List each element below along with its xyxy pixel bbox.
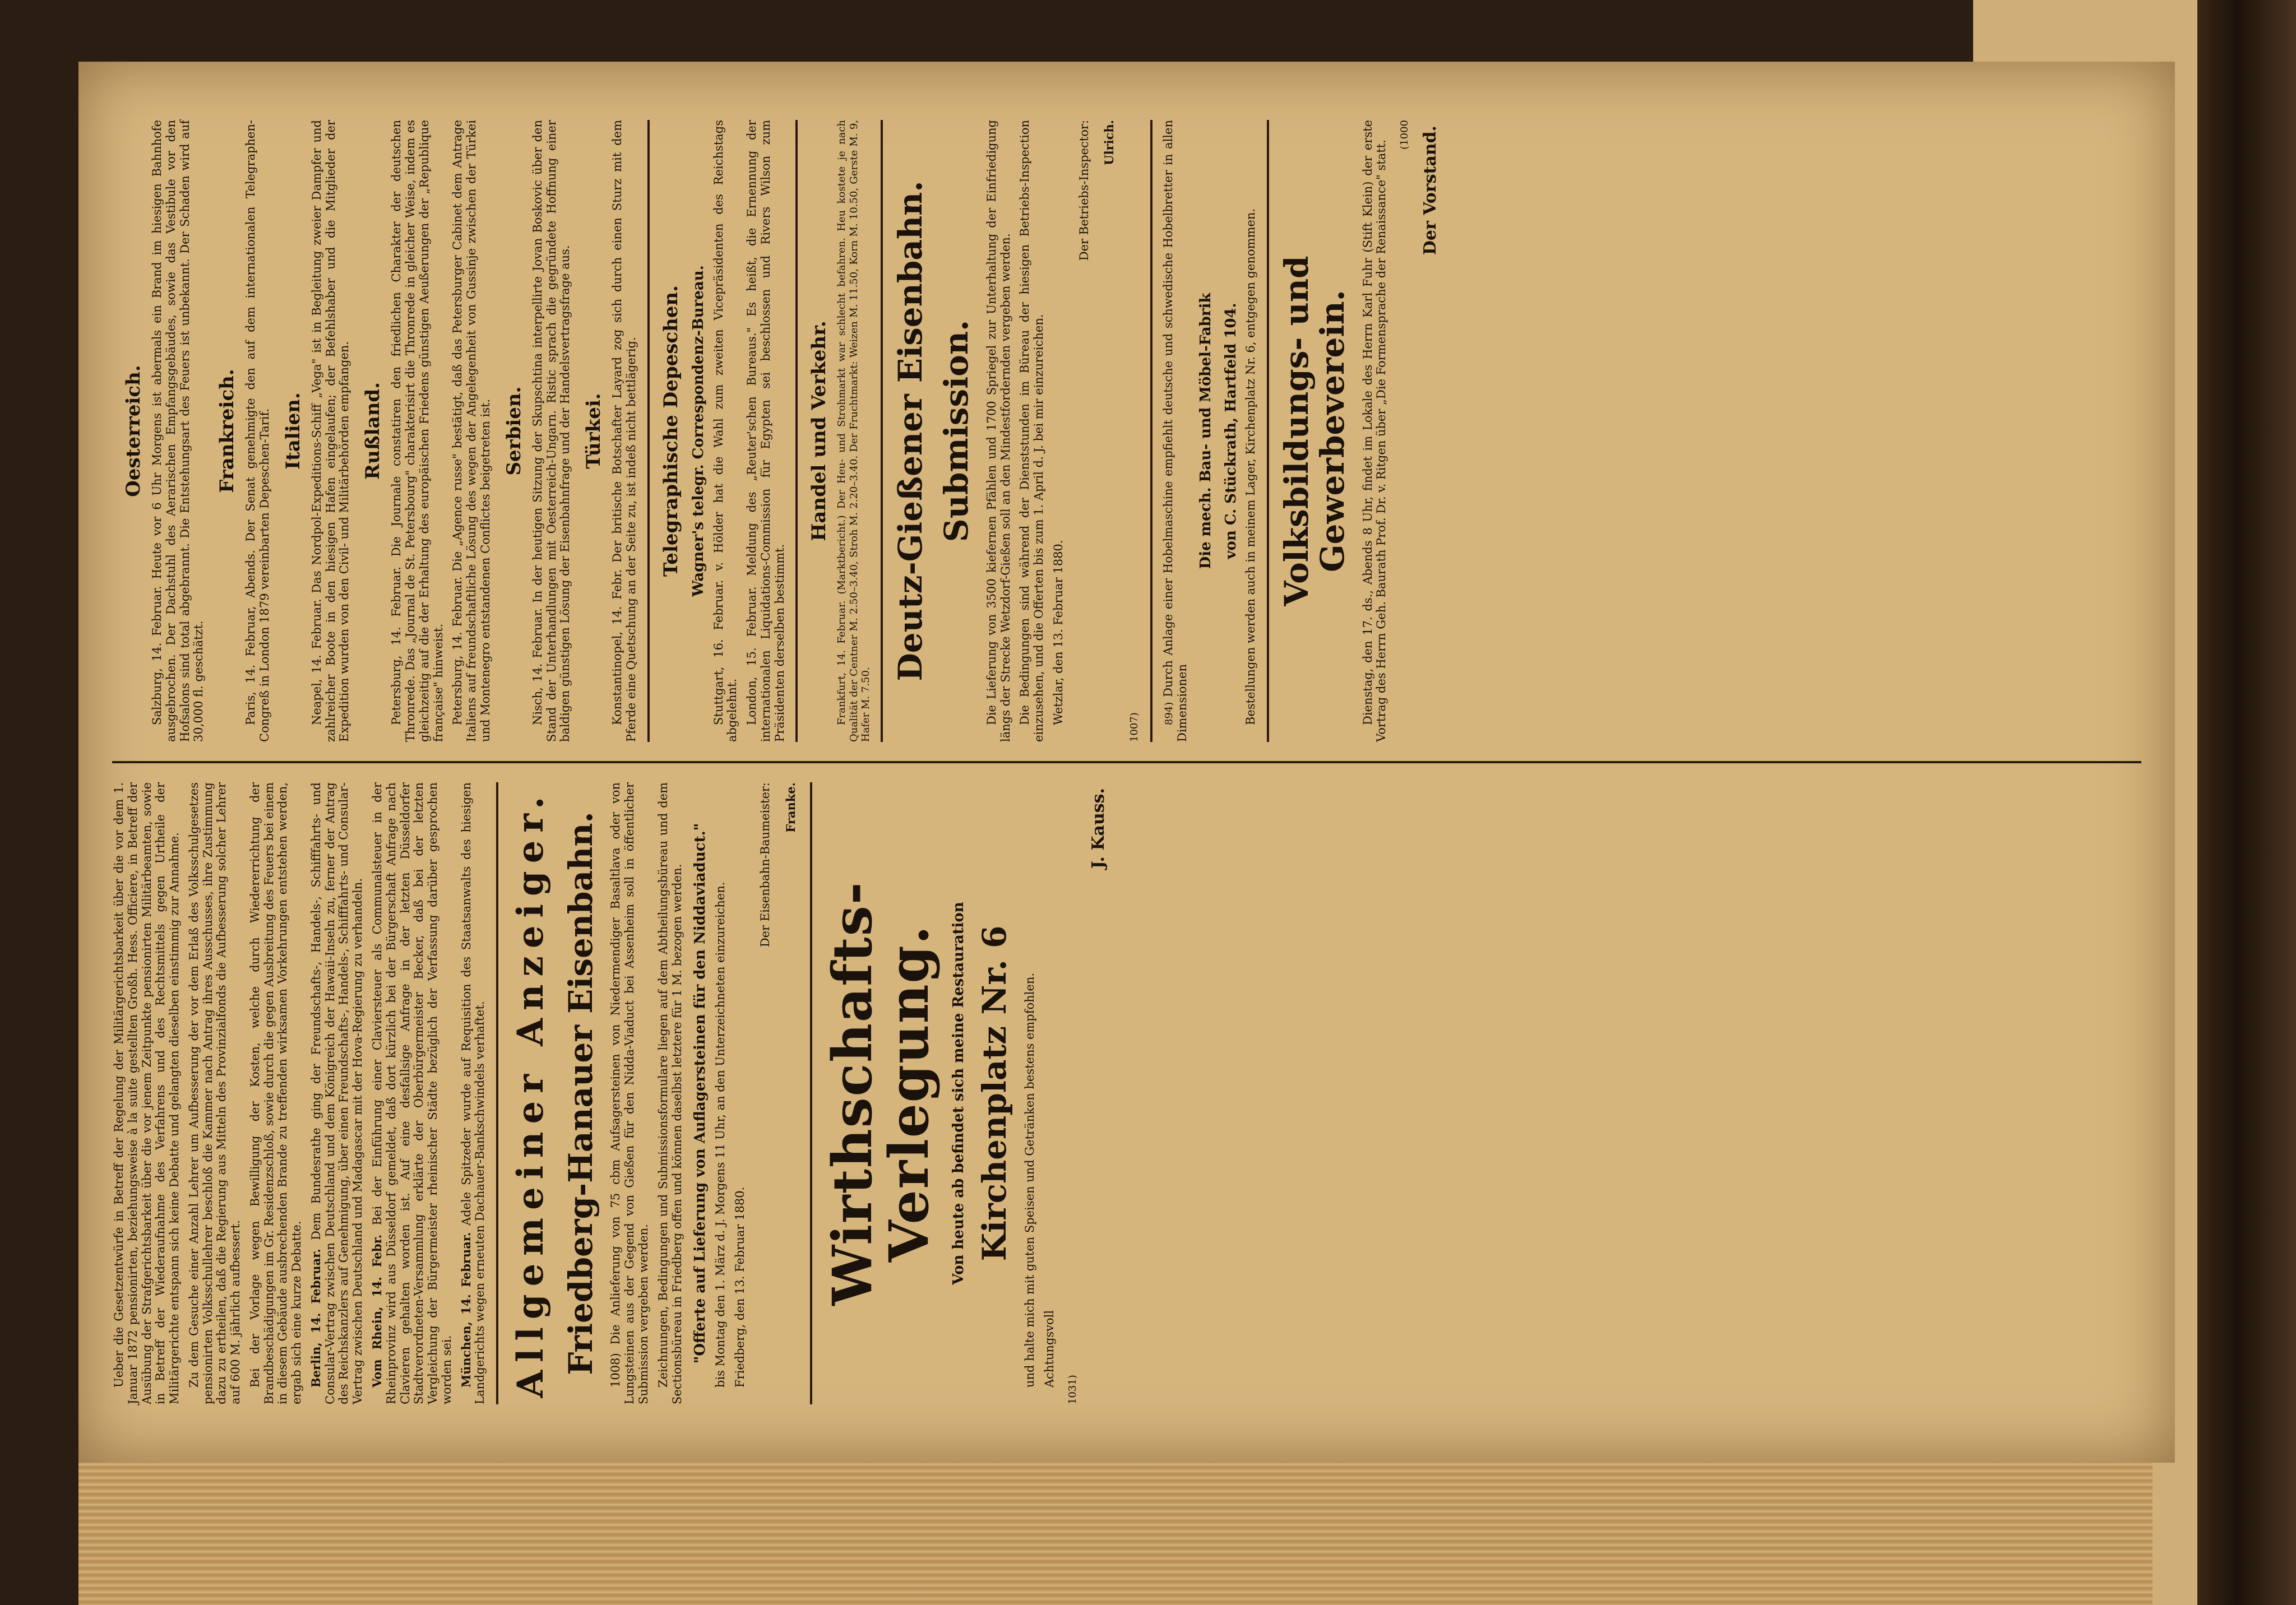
tel-subheading: Wagner's telegr. Correspondenz-Bureau. [689,265,707,597]
turk-text: Konstantinopel, 14. Febr. Der britische Botschafter Layard zog sich durch einen Sturz mit dem Pferde eine Quetschung an der Seite zu, ist indeß nicht bettlägerig. [610,120,638,742]
handel-text: Frankfurt, 14. Februar. (Marktbericht.) Der Heu- und Strohmarkt war schlecht befahren. Heu kostete je nach Qualität der Centner M. 2.50–3.40, Stroh M. 2.20–3.40. Der Fruchtmarkt: Weizen M. 11.50, Korn M. 10.50, Gerste M. 9, Hafer M. 7.50. [836,120,872,742]
bahn2-signature: Ulrich. [1102,120,1117,165]
frank-text: Paris, 14. Februar, Abends. Der Senat genehmigte den auf dem internationalen Telegraphen-Congreß in London 1879 vereinbarten Depeschen-Tarif. [244,120,272,742]
column-left [112,761,2141,1423]
russ-heading: Rußland. [362,382,385,480]
wirth-title: Wirthschafts-Verlegung. [821,881,941,1306]
article-schloss: Bei der Vorlage wegen Bewilligung der Kosten, welche durch Wiedererrichtung der Brandbeschädigungen im Gr. Residenzschloß, sowie durch die gegen Ausbreitung des Feuers bei einem in diesem Gebäude ausbrechenden Brande zu treffenden wirksamen Vorkehrungen entstehen werden, ergab sich eine kurze Debatte. [248,782,304,1404]
wirth-text: Von heute ab befindet sich meine Restauration [950,902,967,1285]
hobel-text2: Bestellungen werden auch in meinem Lager, Kirchenplatz Nr. 6, entgegen genommen. [1244,208,1258,725]
bahn1-title: Friedberg-Hanauer Eisenbahn. [561,811,600,1375]
bahn2-place: Wetzlar, den 13. Februar 1880. [1051,540,1065,725]
bahn2-title: Deutz-Gießener Eisenbahn. [891,180,930,681]
bahn1-offer: "Offerte auf Lieferung von Auflagersteinen für den Niddaviaduct." [692,823,709,1364]
newspaper-page [78,62,2175,1463]
tel-heading: Telegraphische Depeschen. [659,285,682,577]
book-spine [2197,0,2296,1605]
divider [647,120,650,742]
hobel-text: Durch Anlage einer Hobelmaschine empfiehlt deutsche und schwedische Hobelbretter in allen Dimensionen [1161,120,1189,742]
rotated-page-content [78,62,2175,1463]
bahn1-deadline: bis Montag den 1. März d. J. Morgens 11 Uhr, an den Unterzeichneten einzureichen. [713,882,727,1388]
article-militaer: Ueber die Gesetzentwürfe in Betreff der Regelung der Militärgerichtsbarkeit über die vor dem 1. Januar 1872 pensionirten, beziehungsweise à la suite gestellten Großh. Hess. Officiere, in Betreff der Ausübung der Strafgerichtsbarkeit über die vor jenem Zeitpunkte pensionirten Militärbeamten, sowie in Betreff der Wiederaufnahme des Verfahrens und des Rechtsmittels gegen Urtheile der Militärgerichte entspann sich keine Debatte und gelangten dieselben einstimmig zur Annahme. [112,782,182,1404]
bahn1-text2: Zeichnungen, Bedingungen und Submissionsformulare liegen auf dem Abtheilungsbüreau und dem Sectionsbüreau in Friedberg offen und können daselbst letztere für 1 M. bezogen werden. [656,782,684,1404]
divider [881,120,883,742]
verein-title: Volksbildungs- und Gewerbeverein. [1277,256,1351,606]
verein-signature: Der Vorstand. [1420,126,1441,256]
berlin-dateline: Berlin, 14. Februar. [308,1249,323,1388]
hobel-firm: Die mech. Bau- und Möbel-Fabrik [1197,293,1214,569]
russ-text2: Petersburg, 14. Februar. Die „Agence russe" bestätigt, daß das Petersburger Cabinet dem Antrage Italiens auf freundschaftliche Lösung des wegen der Angelegenheit von Gussinje zwischen der Türkei und Montenegro entstandenen Conflictes beigetreten ist. [451,120,492,742]
wirth-number: 1031) [1066,1375,1078,1404]
divider [795,120,798,742]
column-right [112,101,2141,761]
bahn2-text: Die Lieferung von 3500 kiefernen Pfählen und 1700 Spriegel zur Unterhaltung der Einfriedigung längs der Strecke Wetzdorf-Gießen soll an den Mindestfordernden vergeben werden. [984,120,1012,742]
frank-heading: Frankreich. [216,369,239,493]
serb-heading: Serbien. [502,386,525,476]
bahn2-number: 1007) [1128,712,1141,742]
tel-text: Stuttgart, 16. Februar. v. Hölder hat die Wahl zum zweiten Vicepräsidenten des Reichstags abgelehnt. [711,120,739,742]
bahn1-text: 1008) Die Anlieferung von 75 cbm Aufsagersteinen von Niedermendiger Basaltlava oder von Lungsteinen aus der Gegend von Gießen für den Nidda-Viaduct bei Assenheim soll in öffentlicher Submission vergeben werden. [609,782,650,1404]
article-lehrer: Zu dem Gesuche einer Anzahl Lehrer um Aufbesserung der vor dem Erlaß des Volksschulgesetzes pensionirten Volksschullehrer beschloß die Kammer nach Antrag ihres Ausschusses, ihre Zustimmung dazu zu ertheilen, daß die Regierung aus Mitteln des Provinzialfonds die Aufbesserung solcher Lehrer auf 600 M. jährlich aufbessert. [187,782,243,1404]
divider [1150,120,1152,742]
bahn1-signature: Franke. [784,782,798,833]
page-columns [112,101,2141,1423]
ital-heading: Italien. [281,392,304,470]
handel-heading: Handel und Verkehr. [808,321,831,541]
verein-text: Dienstag, den 17. ds., Abends 8 Uhr, findet im Lokale des Herrn Karl Fuhr (Stift Klein) der erste Vortrag des Herrn Geh. Baurath Prof. Dr. v. Ritgen über „Die Formensprache der Renaissance" statt. [1360,120,1388,742]
verein-number: (1000 [1399,120,1411,150]
serb-text: Nisch, 14. Februar. In der heutigen Sitzung der Skupschtina interpellirte Jovan Boskovic über den Stand der Unterhandlungen mit Oesterreich-Ungarn. Ristic sprach die gegründete Hoffnung einer baldigen günstigen Lösung der Eisenbahnfrage und der Handelsvertragsfrage aus. [530,120,572,742]
wirth-greeting: Achtungsvoll [1042,1310,1056,1388]
divider [496,782,498,1404]
ital-text: Neapel, 14. Februar. Das Nordpol-Expeditions-Schiff „Vega" ist in Begleitung zweier Dampfer und zahlreicher Boote in den hiesigen Hafen eingelaufen; der Befehlshaber und die Mitglieder der Expedition wurden von den Civil- und Militärbehörden empfangen. [309,120,351,742]
hobel-owner: von C. Stückrath, Hartfeld 104. [1222,303,1239,559]
divider [1267,120,1269,742]
russ-text: Petersburg, 14. Februar. Die Journale constatiren den friedlichen Charakter der deutschen Thronrede. Das „Journal de St. Petersbourg" charakterisirt die Thronrede in gleicher Weise, indem es gleichzeitig auf die der Erhaltung des europäischen Friedens günstigen Aeußerungen der „Republique française" hinweist. [390,120,445,742]
wirth-text2: und halte mich mit guten Speisen und Getränken bestens empfohlen. [1023,972,1037,1388]
bahn1-sig-role: Der Eisenbahn-Baumeister: [758,782,772,948]
hobel-number: 894) [1163,702,1175,725]
divider [810,782,812,1404]
turk-heading: Türkei. [582,393,605,469]
wirth-signature: J. Kauss. [1088,788,1108,869]
wirth-place: Kirchenplatz Nr. 6 [975,925,1014,1261]
anzeiger-title: Allgemeiner Anzeiger. [510,788,552,1398]
berlin-text: Dem Bundesrathe ging der Freundschafts-, Handels-, Schifffahrts- und Consular-Vertrag zwischen Deutschland und dem Königreich der Hawaii-Inseln zu, ferner der Antrag des Reichskanzlers auf Genehmigung, über einen Freundschafts-, Handels-, Schifffahrts- und Consular-Vertrag zwischen Deutschland und Madagascar mit der Hova-Regierung zu verhandeln. [309,782,365,1404]
bahn2-text2: Die Bedingungen sind während der Dienststunden im Büreau der hiesigen Betriebs-Inspection einzusehen, und die Offerten bis zum 1. April d. J. bei mir einzureichen. [1018,120,1046,742]
bahn2-subtitle: Submission. [937,319,975,542]
rhein-text: Bei der Einführung einer Claviersteuer als Communalsteuer in der Rheinprovinz wird aus Düsseldorf gemeldet, daß dort kürzlich bei der Bürgerschaft Anfrage nach Clavieren gehalten worden ist. Auf eine desfallsige Anfrage in der letzten Düsseldorfer Stadtverordneten-Versammlung erklärte der Oberbürgermeister Becker, daß bei der letzten Vergleichung der Bürgermeister rheinischer Städte bezüglich der Verfassung darüber gesprochen worden sei. [371,782,453,1404]
muenchen-text: Adele Spitzeder wurde auf Requisition des Staatsanwalts des hiesigen Landgerichts wegen erneuten Dachauer-Bankschwindels verhaftet. [459,782,487,1404]
bahn2-sig-role: Der Betriebs-Inspector: [1077,120,1091,261]
oest-heading: Oesterreich. [122,365,145,497]
oest-text: Salzburg, 14. Februar. Heute vor 6 Uhr Morgens ist abermals ein Brand im hiesigen Bahnhofe ausgebrochen. Der Dachstuhl des Aerarischen Empfangsgebäudes, sowie das Vestibule vor den Hofsalons sind total abgebrannt. Die Entstehungsart des Feuers ist unbekannt. Der Schaden wird auf 30,000 fl. geschätzt. [150,120,206,742]
tel-text2: London, 15. Februar. Meldung des „Reuter'schen Bureaus." Es heißt, die Ernennung der internationalen Liquidations-Commission für Egypten sei beschlossen und Rivers Wilson zum Präsidenten derselben bestimmt. [745,120,786,742]
muenchen-dateline: München, 14. Februar. [459,1232,473,1388]
bahn1-place: Friedberg, den 13. Februar 1880. [733,1186,747,1388]
rhein-dateline: Vom Rhein, 14. Febr. [370,1234,385,1388]
